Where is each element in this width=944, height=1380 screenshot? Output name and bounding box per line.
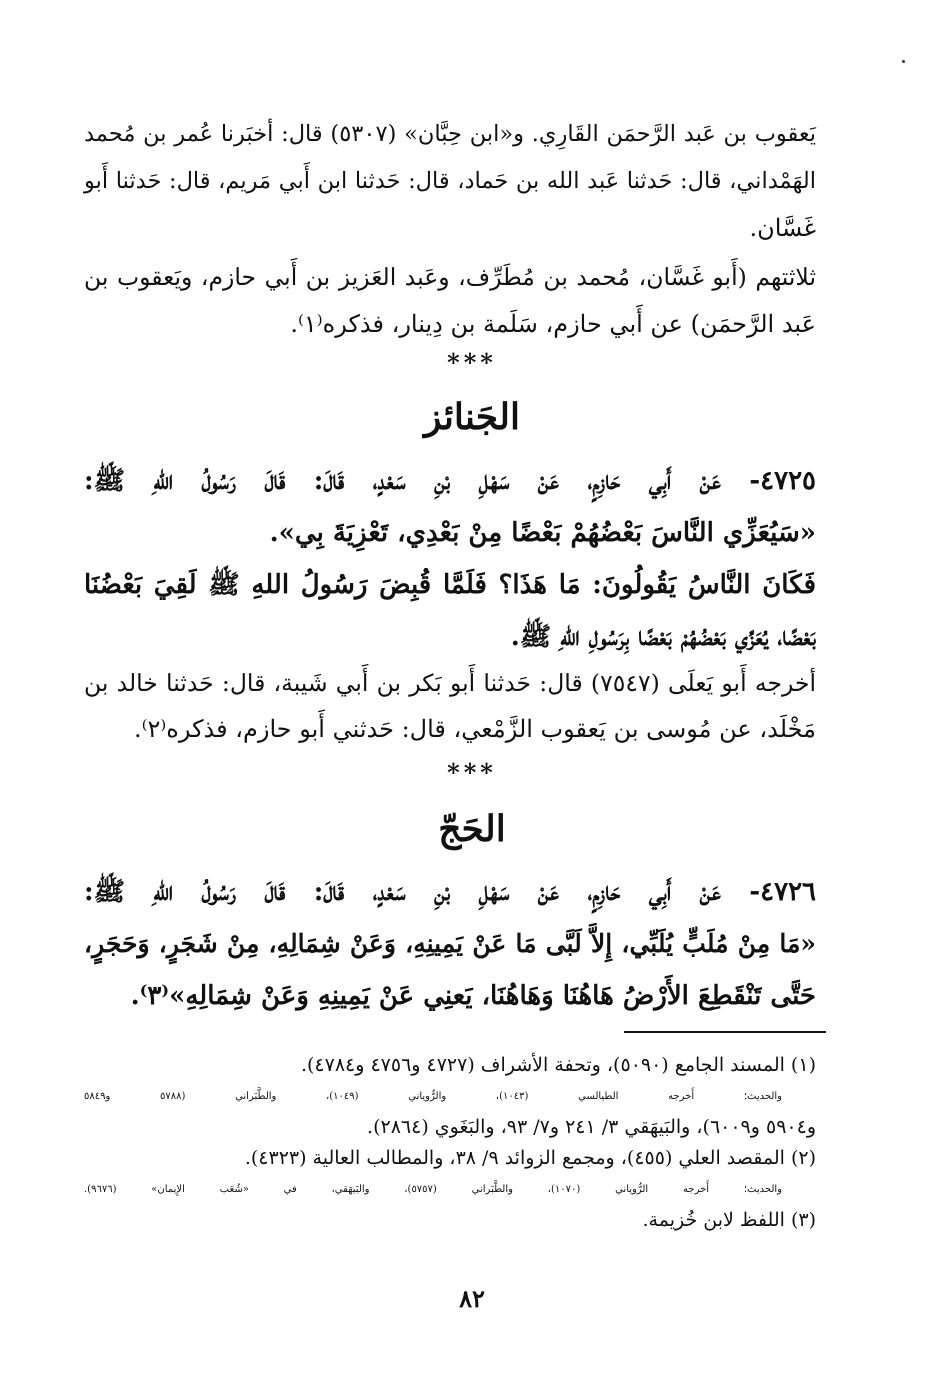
footnote-1-detail: والحديث؛ أَخرجه الطيالسي (١٠٤٣)، والرُّوياني (١٠٤٩)، والطَّبَراني (٥٧٨٨ و٥٨٤٩ [84,1091,782,1102]
hadith-line: حَتَّى تَنْقَطِعَ الأَرْضُ هَاهُنَا وَهَاهُنَا، يَعنِي عَنْ يَمِينِهِ وَعَنْ شِمَالِهِ»⁽٣⁾. [130,981,816,1011]
hadith-4725 [84,455,816,663]
hadith-line: «مَا مِنْ مُلَبٍّ يُلَبِّي، إِلاَّ لَبَّى مَا عَنْ يَمِينِهِ، وَعَنْ شِمَالِهِ، مِنْ شَجَرٍ، وَحَجَرٍ، [84,929,816,958]
footnote-2-detail: والحديث؛ أَخرجه الرُّوياني (١٠٧٠)، والطَّبَراني (٥٧٥٧)، والبَيهَقي، في «شُعَب الإِيمان» (٩٦٧٦). [84,1184,783,1195]
section-heading-funerals: الجَنائز [424,396,520,438]
footnote-divider [624,1031,826,1033]
paragraph-summary [84,254,816,348]
hadith-line: «سَيُعَزِّي النَّاسَ بَعْضُهُمْ بَعْضًا مِنْ بَعْدِي، تَعْزِيَةَ بِي». [269,518,816,548]
text-line: الهَمْداني، قال: حَدثنا عَبد الله بن حَماد، قال: حَدثنا ابن أَبي مَريم، قال: حَدثنا أَبو [84,168,816,194]
footnote-1-detail: و٥٩٠٤ و٦٠٠٩)، والبَيهَقي ٣/ ٢٤١ و٧/ ٩٣، والبَغَوي (٢٨٦٤). [367,1116,816,1138]
text-line: ثلاثتهم (أَبو غَسَّان، مُحمد بن مُطَرِّف، وعَبد العَزيز بن أَبي حازم، ويَعقوب بن [84,263,816,291]
footnote-3: (٣) اللفظ لابن خُزيمة. [642,1209,816,1231]
page-number: ٨٢ [459,1284,485,1313]
paragraph-chain-continued [84,111,816,252]
hadith-4726 [84,866,816,1022]
text-line: غَسَّان. [749,214,816,242]
section-heading-hajj: الحَجّ [438,808,506,850]
hadith-line: ٤٧٢٦- عَنْ أَبِي حَازِمٍ، عَنْ سَهْلِ بْنِ سَعْدٍ، قَالَ: قَالَ رَسُولُ اللهِ ﷺ: [84,877,816,907]
hadith-line: ٤٧٢٥- عَنْ أَبِي حَازِمٍ، عَنْ سَهْلِ بْنِ سَعْدٍ، قَالَ: قَالَ رَسُولُ اللهِ ﷺ: [84,466,816,496]
hadith-line: فَكَانَ النَّاسُ يَقُولُونَ: مَا هَذَا؟ فَلَمَّا قُبِضَ رَسُولُ اللهِ ﷺ لَقِيَ بَعْضُنَا [84,570,816,600]
hadith-line: بَعْضًا، يُعَزِّي بَعْضُهُمْ بَعْضًا بِرَسُولِ اللهِ ﷺ. [510,622,816,652]
source-line: مَخْلَد، عن مُوسى بن يَعقوب الزَّمْعي، قال: حَدثني أَبو حازم، فذكره⁽٢⁾. [133,715,816,743]
source-line: أخرجه أَبو يَعلَى (٧٥٤٧) قال: حَدثنا أَبو بَكر بن أَبي شَيبة، قال: حَدثنا خالد بن [84,669,816,697]
footnotes [84,1050,816,1236]
footnote-2: (٢) المقصد العلي (٤٥٥)، ومجمع الزوائد ٩/ ٣٨، والمطالب العالية (٤٣٢٣). [244,1147,816,1169]
footnote-1: (١) المسند الجامع (٥٠٩٠)، وتحفة الأشراف (٤٧٢٧ و٤٧٥٦ و٤٧٨٤). [300,1054,816,1076]
section-separator: *** [447,758,497,787]
hadith-4725-source [84,660,816,752]
text-line: يَعقوب بن عَبد الرَّحمَن القَارِي. و«ابن حِبَّان» (٥٣٠٧) قال: أخبَرنا عُمر بن مُحمد [84,121,816,147]
speck-dot [902,60,905,63]
text-line: عَبد الرَّحمَن) عن أَبي حازم، سَلَمة بن دِينار، فذكره⁽١⁾. [290,310,816,338]
section-separator: *** [447,348,497,377]
